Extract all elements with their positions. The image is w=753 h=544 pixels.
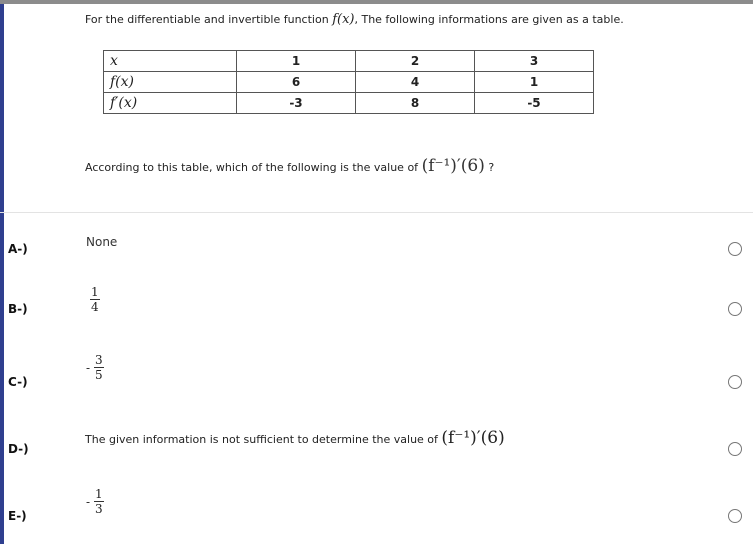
fraction-denominator: 3: [95, 502, 103, 516]
row-header: f′(x): [104, 93, 237, 114]
ask-sentence: According to this table, which of the following is the value of: [85, 161, 419, 174]
option-d-text: [85, 428, 505, 448]
row-header: f(x): [104, 72, 237, 93]
question-text: [85, 12, 624, 27]
option-e-fraction: [94, 487, 104, 516]
left-accent-bar: [0, 4, 4, 544]
table-cell: 2: [356, 51, 475, 72]
option-a-radio[interactable]: [728, 242, 742, 256]
option-d-radio[interactable]: [728, 442, 742, 456]
ask-text: [85, 156, 494, 176]
ask-question-mark: ?: [488, 161, 495, 174]
option-b-label: B-): [8, 302, 28, 316]
fraction-numerator: 3: [95, 353, 103, 367]
table-cell: 3: [475, 51, 594, 72]
question-rest: , The following informations are given as a table.: [354, 13, 624, 26]
divider: [0, 212, 753, 213]
option-b-fraction: [90, 285, 100, 314]
option-e-sign: -: [86, 495, 91, 509]
option-e-label: E-): [8, 509, 27, 523]
table-cell: -5: [475, 93, 594, 114]
question-function: f(x): [332, 12, 355, 27]
table-cell: 6: [237, 72, 356, 93]
fraction-numerator: 1: [95, 487, 103, 501]
question-intro: For the differentiable and invertible function: [85, 13, 329, 26]
table-row: [104, 93, 594, 114]
option-c-fraction: [94, 353, 104, 382]
fraction-numerator: 1: [91, 285, 99, 299]
option-a-text: None: [86, 235, 118, 249]
fraction-denominator: 5: [95, 368, 103, 382]
table-row: [104, 72, 594, 93]
option-d-expression: (f⁻¹)′(6): [441, 428, 505, 448]
table-cell: 1: [475, 72, 594, 93]
table-cell: 4: [356, 72, 475, 93]
table-cell: 1: [237, 51, 356, 72]
fraction-denominator: 4: [91, 300, 99, 314]
option-a-label: A-): [8, 242, 28, 256]
table-row: [104, 51, 594, 72]
option-e-radio[interactable]: [728, 509, 742, 523]
row-header: x: [104, 51, 237, 72]
option-d-label: D-): [8, 442, 29, 456]
option-c-radio[interactable]: [728, 375, 742, 389]
ask-expression: (f⁻¹)′(6): [421, 156, 485, 176]
option-c-sign: -: [86, 361, 91, 375]
table-cell: 8: [356, 93, 475, 114]
table-cell: -3: [237, 93, 356, 114]
option-d-sentence: The given information is not sufficient to determine the value of: [85, 433, 438, 446]
option-c-label: C-): [8, 375, 28, 389]
top-border: [0, 0, 753, 4]
option-b-radio[interactable]: [728, 302, 742, 316]
values-table: [103, 50, 594, 114]
